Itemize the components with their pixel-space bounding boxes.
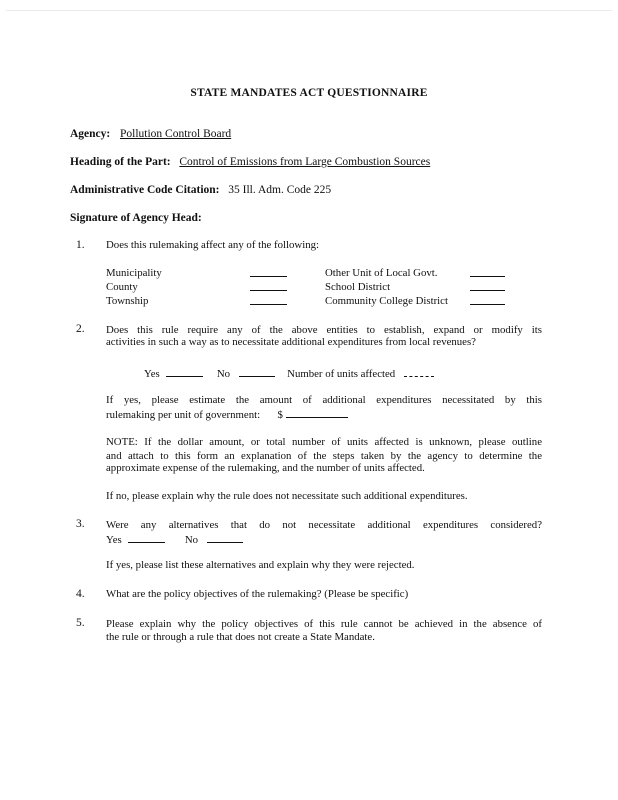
q2-yes-label: Yes — [144, 368, 160, 380]
q5-number: 5. — [76, 617, 85, 629]
page-edge-line — [6, 10, 612, 11]
q1-text: Does this rulemaking affect any of the following: — [106, 239, 319, 251]
q2-if-no: If no, please explain why the rule does not necessitate such additional expenditures. — [106, 490, 468, 502]
q2-number: 2. — [76, 323, 85, 335]
q2-units-label: Number of units affected — [287, 368, 396, 380]
signature-label: Signature of Agency Head: — [70, 212, 202, 224]
q4-text: What are the policy objectives of the rulemaking? (Please be specific) — [106, 588, 409, 600]
q1-other-local-blank[interactable] — [470, 266, 505, 277]
q3-number: 3. — [76, 518, 85, 530]
heading-label: Heading of the Part: — [70, 156, 171, 168]
admin-code-row — [70, 185, 331, 197]
q4-number: 4. — [76, 588, 85, 600]
q3-followup: If yes, please list these alternatives and explain why they were rejected. — [106, 559, 415, 571]
q2-note-line2: and attach to this form an explanation of the steps taken by the agency to determine the — [106, 450, 542, 462]
q3-yes-no-row — [106, 532, 243, 546]
q2-estimate-blank[interactable] — [286, 407, 348, 418]
q3-no-label: No — [184, 534, 199, 546]
q3-yes-blank[interactable] — [128, 532, 165, 543]
agency-value: Pollution Control Board — [120, 128, 232, 140]
agency-label: Agency: — [70, 128, 111, 140]
q2-estimate-line2: rulemaking per unit of government: — [106, 409, 261, 421]
q3-no-blank[interactable] — [207, 532, 243, 543]
q1-school-district-blank[interactable] — [470, 280, 505, 291]
q1-municipality-blank[interactable] — [250, 266, 287, 277]
heading-row — [70, 157, 430, 169]
q2-units-blank[interactable] — [404, 366, 434, 377]
q1-option-community-college: Community College District — [325, 295, 448, 307]
q2-yes-blank[interactable] — [166, 366, 203, 377]
q1-option-other-local-govt: Other Unit of Local Govt. — [325, 267, 438, 279]
heading-value: Control of Emissions from Large Combustion Sources — [179, 156, 431, 168]
q2-line1: Does this rule require any of the above entities to establish, expand or modify its — [106, 324, 542, 336]
q2-note-line1: NOTE: If the dollar amount, or total number of units affected is unknown, please outline — [106, 436, 542, 448]
q3-line1: Were any alternatives that do not necessitate additional expenditures considered? — [106, 519, 542, 531]
q2-note-line3: approximate expense of the rulemaking, and the number of units affected. — [106, 462, 425, 474]
q2-no-label: No — [216, 368, 231, 380]
q2-yes-no-row — [144, 366, 434, 380]
q1-option-school-district: School District — [325, 281, 391, 293]
q1-option-township: Township — [106, 295, 149, 307]
q1-community-college-blank[interactable] — [470, 294, 505, 305]
agency-row — [70, 129, 231, 141]
admin-code-value: 35 Ill. Adm. Code 225 — [228, 184, 332, 196]
q2-no-blank[interactable] — [239, 366, 275, 377]
q3-yes-label: Yes — [106, 534, 122, 546]
q2-estimate-line2-row — [106, 407, 348, 421]
q1-option-municipality: Municipality — [106, 267, 162, 279]
q1-county-blank[interactable] — [250, 280, 287, 291]
q1-option-county: County — [106, 281, 138, 293]
page-title: STATE MANDATES ACT QUESTIONNAIRE — [190, 87, 428, 99]
q1-number: 1. — [76, 239, 85, 251]
admin-code-label: Administrative Code Citation: — [70, 184, 220, 196]
q5-line2: the rule or through a rule that does not create a State Mandate. — [106, 631, 375, 643]
q2-estimate-line1: If yes, please estimate the amount of additional expenditures necessitated by this — [106, 394, 542, 406]
q5-line1: Please explain why the policy objectives of this rule cannot be achieved in the absence of — [106, 618, 542, 630]
q2-line2: activities in such a way as to necessitate additional expenditures from local revenues? — [106, 336, 476, 348]
q2-dollar-sign: $ — [277, 409, 283, 421]
q1-township-blank[interactable] — [250, 294, 287, 305]
